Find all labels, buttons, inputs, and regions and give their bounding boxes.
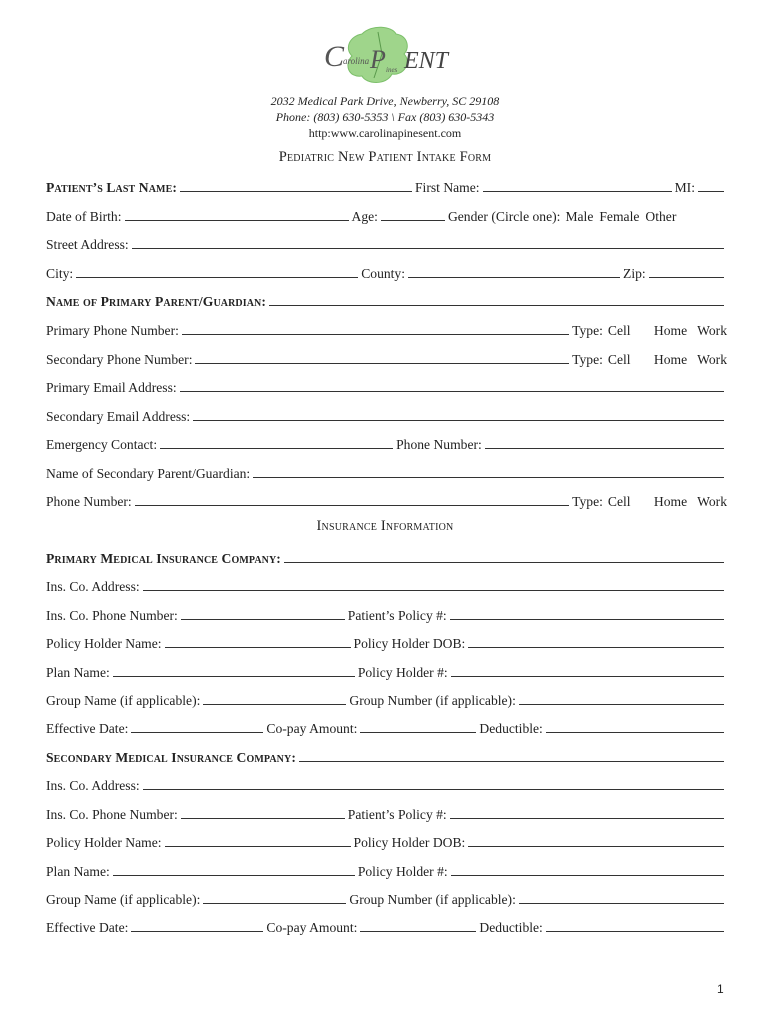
row-patient-name	[46, 176, 727, 196]
policy-number-label: Patient’s Policy #:	[347, 608, 447, 623]
holder-name-field[interactable]	[165, 647, 351, 648]
secondary-email-field[interactable]	[193, 420, 724, 421]
row-secondary-co-phone	[46, 803, 727, 823]
co-address-label: Ins. Co. Address:	[46, 778, 140, 793]
type-cell-option[interactable]: Cell	[607, 323, 631, 338]
row-primary-co-address	[46, 575, 727, 595]
plan-name-label: Plan Name:	[46, 665, 110, 680]
deductible-label: Deductible:	[479, 721, 543, 736]
row-emergency-contact	[46, 433, 727, 453]
primary-insurance-company-field[interactable]	[284, 562, 724, 563]
row-secondary-effective	[46, 916, 727, 936]
row-primary-holder-name	[46, 632, 727, 652]
patient-last-name-field[interactable]	[180, 191, 412, 192]
holder-dob-field[interactable]	[468, 647, 724, 648]
deductible-field[interactable]	[546, 732, 724, 733]
primary-parent-label: Name of Primary Parent/Guardian:	[46, 294, 267, 309]
svg-text:ENT: ENT	[404, 48, 449, 74]
zip-label: Zip:	[623, 266, 646, 281]
secondary-parent-phone-field[interactable]	[135, 505, 569, 506]
policy-number-label: Patient’s Policy #:	[347, 807, 447, 822]
row-street	[46, 233, 727, 253]
row-primary-group	[46, 689, 727, 709]
dob-field[interactable]	[125, 220, 349, 221]
secondary-parent-label: Name of Secondary Parent/Guardian:	[46, 466, 251, 481]
type-home-option[interactable]: Home	[653, 352, 688, 367]
row-secondary-co-address	[46, 774, 727, 794]
type-label: Type:	[572, 494, 603, 509]
holder-name-label: Policy Holder Name:	[46, 636, 162, 651]
page-number: 1	[717, 982, 724, 996]
holder-number-field[interactable]	[451, 676, 724, 677]
secondary-parent-field[interactable]	[253, 477, 724, 478]
holder-dob-field[interactable]	[468, 846, 724, 847]
group-name-label: Group Name (if applicable):	[46, 693, 201, 708]
co-phone-field[interactable]	[181, 818, 345, 819]
copay-label: Co-pay Amount:	[266, 920, 358, 935]
patient-last-name-label: Patient’s Last Name:	[46, 180, 177, 195]
row-secondary-email	[46, 405, 727, 425]
group-name-field[interactable]	[203, 903, 346, 904]
type-label: Type:	[572, 352, 603, 367]
row-primary-co-phone	[46, 604, 727, 624]
svg-text:P: P	[370, 45, 386, 74]
row-primary-email	[46, 376, 727, 396]
secondary-insurance-company-field[interactable]	[299, 761, 724, 762]
mi-label: MI:	[674, 180, 695, 195]
row-secondary-plan-name	[46, 860, 727, 880]
holder-name-label: Policy Holder Name:	[46, 835, 162, 850]
row-primary-insurance-company	[46, 547, 727, 567]
type-home-option[interactable]: Home	[653, 494, 688, 509]
primary-phone-label: Primary Phone Number:	[46, 323, 179, 338]
gender-label: Gender (Circle one):	[447, 209, 561, 224]
group-number-label: Group Number (if applicable):	[349, 892, 516, 907]
emergency-contact-field[interactable]	[160, 448, 393, 449]
plan-name-label: Plan Name:	[46, 864, 110, 879]
effective-date-label: Effective Date:	[46, 721, 129, 736]
first-name-field[interactable]	[483, 191, 672, 192]
group-name-field[interactable]	[203, 704, 346, 705]
type-work-option[interactable]: Work	[697, 494, 727, 509]
effective-date-field[interactable]	[131, 931, 263, 932]
emergency-phone-field[interactable]	[485, 448, 724, 449]
primary-email-label: Primary Email Address:	[46, 380, 177, 395]
copay-field[interactable]	[360, 931, 476, 932]
form-title: Pediatric New Patient Intake Form	[278, 149, 492, 165]
gender-male-option[interactable]: Male	[565, 209, 594, 224]
row-secondary-holder-name	[46, 831, 727, 851]
primary-phone-field[interactable]	[182, 334, 569, 335]
secondary-insurance-company-label: Secondary Medical Insurance Company:	[46, 750, 296, 765]
street-field[interactable]	[132, 248, 724, 249]
primary-insurance-company-label: Primary Medical Insurance Company:	[46, 551, 281, 566]
co-address-label: Ins. Co. Address:	[46, 579, 140, 594]
primary-parent-field[interactable]	[269, 305, 724, 306]
row-city-county-zip	[46, 262, 727, 282]
type-home-option[interactable]: Home	[653, 323, 688, 338]
mi-field[interactable]	[698, 191, 724, 192]
practice-website: http:www.carolinapinesent.com	[308, 126, 462, 140]
secondary-phone-label: Secondary Phone Number:	[46, 352, 193, 367]
plan-name-field[interactable]	[113, 676, 355, 677]
holder-number-label: Policy Holder #:	[357, 665, 448, 680]
secondary-phone-field[interactable]	[195, 363, 569, 364]
practice-phone-fax: Phone: (803) 630-5353 \ Fax (803) 630-5343	[275, 110, 495, 124]
emergency-phone-label: Phone Number:	[396, 437, 482, 452]
county-label: County:	[361, 266, 406, 281]
gender-other-option[interactable]: Other	[645, 209, 677, 224]
deductible-label: Deductible:	[479, 920, 543, 935]
group-name-label: Group Name (if applicable):	[46, 892, 201, 907]
holder-number-field[interactable]	[451, 875, 724, 876]
co-address-field[interactable]	[143, 789, 724, 790]
primary-email-field[interactable]	[180, 391, 724, 392]
row-dob-age-gender	[46, 205, 727, 225]
gender-female-option[interactable]: Female	[599, 209, 640, 224]
row-primary-plan-name	[46, 661, 727, 681]
svg-text:ines: ines	[386, 66, 398, 74]
type-cell-option[interactable]: Cell	[607, 352, 631, 367]
holder-number-label: Policy Holder #:	[357, 864, 448, 879]
svg-text:C: C	[324, 40, 345, 73]
group-number-label: Group Number (if applicable):	[349, 693, 516, 708]
policy-number-field[interactable]	[450, 818, 724, 819]
practice-logo	[300, 24, 470, 92]
effective-date-field[interactable]	[131, 732, 263, 733]
first-name-label: First Name:	[415, 180, 480, 195]
row-secondary-parent	[46, 462, 727, 482]
row-secondary-insurance-company	[46, 746, 727, 766]
type-label: Type:	[572, 323, 603, 338]
copay-label: Co-pay Amount:	[266, 721, 358, 736]
deductible-field[interactable]	[546, 931, 724, 932]
row-secondary-phone	[46, 348, 727, 368]
secondary-email-label: Secondary Email Address:	[46, 409, 191, 424]
age-field[interactable]	[381, 220, 445, 221]
group-number-field[interactable]	[519, 704, 724, 705]
holder-name-field[interactable]	[165, 846, 351, 847]
dob-label: Date of Birth:	[46, 209, 122, 224]
holder-dob-label: Policy Holder DOB:	[353, 835, 466, 850]
row-primary-parent	[46, 290, 727, 310]
insurance-section-title: Insurance Information	[316, 518, 454, 534]
type-work-option[interactable]: Work	[697, 323, 727, 338]
secondary-parent-phone-label: Phone Number:	[46, 494, 132, 509]
row-primary-phone	[46, 319, 727, 339]
type-cell-option[interactable]: Cell	[607, 494, 631, 509]
city-label: City:	[46, 266, 74, 281]
plan-name-field[interactable]	[113, 875, 355, 876]
co-phone-label: Ins. Co. Phone Number:	[46, 807, 178, 822]
row-secondary-group	[46, 888, 727, 908]
co-phone-field[interactable]	[181, 619, 345, 620]
type-work-option[interactable]: Work	[697, 352, 727, 367]
group-number-field[interactable]	[519, 903, 724, 904]
co-address-field[interactable]	[143, 590, 724, 591]
holder-dob-label: Policy Holder DOB:	[353, 636, 466, 651]
street-label: Street Address:	[46, 237, 129, 252]
co-phone-label: Ins. Co. Phone Number:	[46, 608, 178, 623]
county-field[interactable]	[408, 277, 620, 278]
effective-date-label: Effective Date:	[46, 920, 129, 935]
city-field[interactable]	[76, 277, 358, 278]
age-label: Age:	[351, 209, 378, 224]
copay-field[interactable]	[360, 732, 476, 733]
practice-address: 2032 Medical Park Drive, Newberry, SC 29108	[270, 94, 500, 108]
policy-number-field[interactable]	[450, 619, 724, 620]
svg-text:arolina: arolina	[343, 56, 370, 66]
row-secondary-parent-phone	[46, 490, 727, 510]
row-primary-effective	[46, 717, 727, 737]
zip-field[interactable]	[649, 277, 724, 278]
emergency-contact-label: Emergency Contact:	[46, 437, 158, 452]
